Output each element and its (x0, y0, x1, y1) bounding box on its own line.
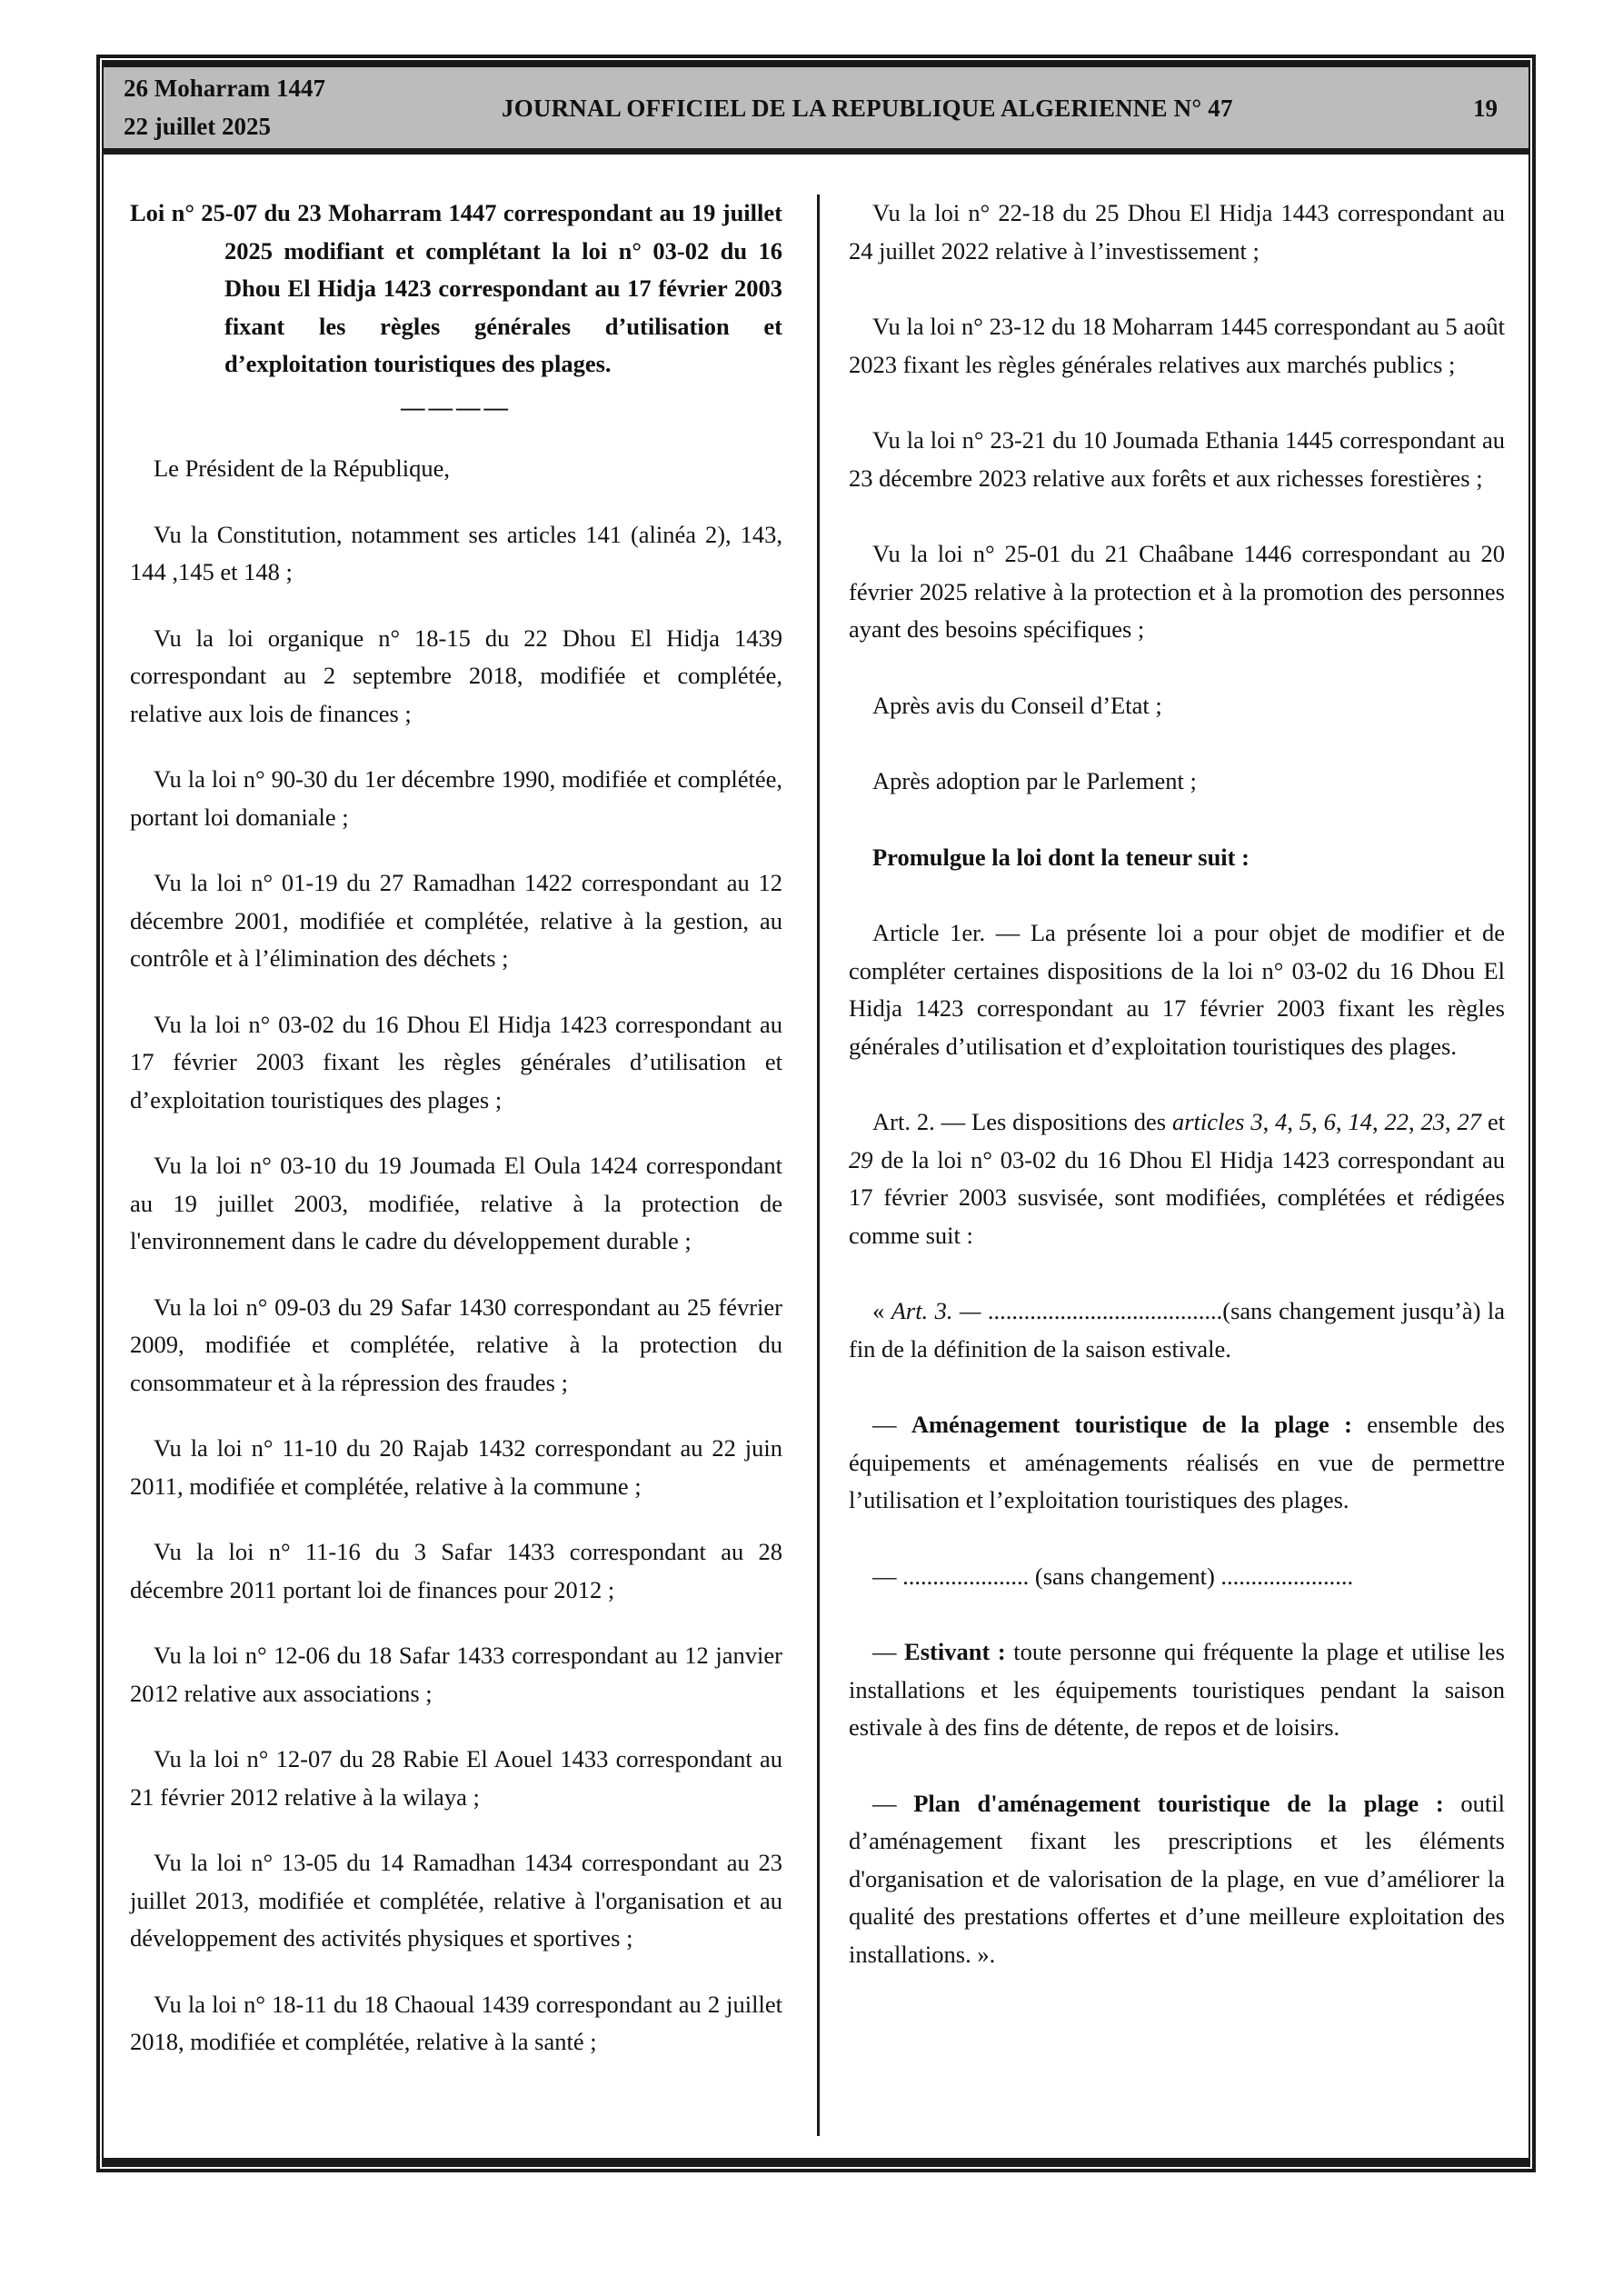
definition-amenagement (849, 1406, 1505, 1520)
text: , (1408, 1108, 1421, 1135)
italic-ref: 14 (1348, 1108, 1372, 1135)
definition-text: toute personne qui fréquente la plage et utilise les installations et les équipements touristiques pendant la saison estivale à des fins de détente, de repos et de loisirs. (849, 1638, 1505, 1741)
text: , (1335, 1108, 1349, 1135)
right-column (849, 195, 1505, 2011)
dash: — (872, 1411, 911, 1438)
paragraph: Après adoption par le Parlement ; (872, 767, 1197, 794)
promulgation-text: Promulgue la loi dont la teneur suit : (872, 843, 1250, 871)
paragraph: Vu la loi n° 03-10 du 19 Joumada El Oula 1424 correspondant au 19 juillet 2003, modifiée, relative à la protection de l'environnement dans le cadre du développement durable ; (130, 1152, 782, 1254)
definition-plan (849, 1785, 1505, 1974)
paragraph: Vu la loi n° 03-02 du 16 Dhou El Hidja 1423 correspondant au 17 février 2003 fixant les règles générales d’utilisation et d’exploitation touristiques des plages ; (130, 1010, 782, 1113)
text: de la loi n° 03-02 du 16 Dhou El Hidja 1423 correspondant au 17 février 2003 susvisée, sont modifiées, complétées et rédigées comme suit : (849, 1145, 1505, 1249)
definition-term: Plan d'aménagement touristique de la plage : (913, 1789, 1444, 1817)
italic-ref: 27 (1457, 1108, 1482, 1135)
paragraph: Vu la loi n° 11-10 du 20 Rajab 1432 correspondant au 22 juin 2011, modifiée et complétée, relative à la commune ; (130, 1434, 782, 1500)
paragraph: Vu la loi n° 23-12 du 18 Moharram 1445 correspondant au 5 août 2023 fixant les règles générales relatives aux marchés publics ; (849, 313, 1505, 378)
paragraph: Vu la loi n° 12-07 du 28 Rabie El Aouel 1433 correspondant au 21 février 2012 relative à la wilaya ; (130, 1745, 782, 1811)
paragraph: Vu la loi n° 01-19 du 27 Ramadhan 1422 correspondant au 12 décembre 2001, modifiée et complétée, relative à la gestion, au contrôle et à l’élimination des déchets ; (130, 869, 782, 972)
italic-ref: 4 (1275, 1108, 1288, 1135)
journal-title: JOURNAL OFFICIEL DE LA REPUBLIQUE ALGERIENNE N° 47 (502, 95, 1233, 122)
italic-ref: 23 (1420, 1108, 1446, 1135)
left-column (130, 195, 782, 2090)
article-3 (849, 1293, 1505, 1368)
paragraph: Vu la loi n° 11-16 du 3 Safar 1433 correspondant au 28 décembre 2011 portant loi de finances pour 2012 ; (130, 1538, 782, 1603)
text: , (1311, 1108, 1324, 1135)
quote-open: « (872, 1297, 891, 1324)
page-number: 19 (1473, 95, 1498, 122)
promulgation-heading (849, 839, 1505, 877)
paragraph: Vu la Constitution, notamment ses articles 141 (alinéa 2), 143, 144 ,145 et 148 ; (130, 520, 782, 585)
column-divider (817, 195, 820, 2136)
definition-text: outil d’aménagement fixant les prescriptions et les éléments d'organisation et de valorisation de la plage, en vue d’améliorer la qualité des prestations offertes et d’une meilleure exploitation des installations. ». (849, 1789, 1505, 1968)
text: , (1287, 1108, 1299, 1135)
italic-ref: 5 (1299, 1108, 1312, 1135)
definition-term: Estivant : (904, 1638, 1006, 1665)
italic-ref: 22 (1384, 1108, 1409, 1135)
paragraph: Vu la loi n° 90-30 du 1er décembre 1990, modifiée et complétée, portant loi domaniale ; (130, 765, 782, 831)
article-2 (849, 1103, 1505, 1254)
paragraph: Vu la loi organique n° 18-15 du 22 Dhou El Hidja 1439 correspondant au 2 septembre 2018, modifiée et complétée, relative aux lois de finances ; (130, 624, 782, 727)
text: .......................................(sans changement jusqu’à) la fin de la définition de la saison estivale. (849, 1297, 1505, 1363)
article-3-label: Art. 3. — (891, 1297, 981, 1324)
text: , (1262, 1108, 1276, 1135)
definition-text: ensemble des équipements et aménagements réalisés en vue de permettre l’utilisation et l’exploitation touristiques des plages. (849, 1411, 1505, 1513)
italic-ref: 6 (1323, 1108, 1336, 1135)
law-title: Loi n° 25-07 du 23 Moharram 1447 correspondant au 19 juillet 2025 modifiant et complétant la loi n° 03-02 du 16 Dhou El Hidja 1423 correspondant au 17 février 2003 fixant les règles générales d’utilisation et d’exploitation touristiques des plages. (130, 199, 782, 377)
paragraph: Vu la loi n° 13-05 du 14 Ramadhan 1434 correspondant au 23 juillet 2013, modifiée et complétée, relative à l'organisation et au développement des activités physiques et sportives ; (130, 1849, 782, 1952)
paragraph: Le Président de la République, (154, 454, 451, 482)
dash: — (872, 1789, 914, 1817)
paragraph: Après avis du Conseil d’Etat ; (872, 691, 1162, 719)
text: , (1445, 1108, 1458, 1135)
journal-header (104, 62, 1528, 155)
article-1: Article 1er. — La présente loi a pour objet de modifier et de compléter certaines dispositions de la loi n° 03-02 du 16 Dhou El Hidja 1423 correspondant au 17 février 2003 fixant les règles générales d’utilisation et d’exploitation touristiques des plages. (849, 919, 1505, 1060)
italic-ref: 29 (849, 1145, 873, 1173)
paragraph: Vu la loi n° 09-03 du 29 Safar 1430 correspondant au 25 février 2009, modifiée et complétée, relative à la protection du consommateur et à la répression des fraudes ; (130, 1293, 782, 1396)
paragraph: Vu la loi n° 18-11 du 18 Chaoual 1439 correspondant au 2 juillet 2018, modifiée et complétée, relative à la santé ; (130, 1990, 782, 2055)
paragraph: Vu la loi n° 22-18 du 25 Dhou El Hidja 1443 correspondant au 24 juillet 2022 relative à l’investissement ; (849, 199, 1505, 265)
paragraph: Vu la loi n° 23-21 du 10 Joumada Ethania 1445 correspondant au 23 décembre 2023 relative aux forêts et aux richesses forestières ; (849, 426, 1505, 492)
text: Art. 2. — Les dispositions des (872, 1108, 1172, 1135)
title-separator: ———— (401, 393, 512, 421)
paragraph: Vu la loi n° 25-01 du 21 Chaâbane 1446 correspondant au 20 février 2025 relative à la protection et à la promotion des personnes ayant des besoins spécifiques ; (849, 540, 1505, 643)
header-date-gregorian: 22 juillet 2025 (124, 113, 271, 140)
text: , (1371, 1108, 1385, 1135)
paragraph: Vu la loi n° 12-06 du 18 Safar 1433 correspondant au 12 janvier 2012 relative aux associations ; (130, 1642, 782, 1707)
unchanged-line: — ..................... (sans changement) ...................... (872, 1562, 1354, 1590)
header-date-hijri: 26 Moharram 1447 (124, 75, 325, 102)
definition-term: Aménagement touristique de la plage : (911, 1411, 1352, 1438)
italic-ref: articles 3 (1171, 1108, 1263, 1135)
definition-estivant (849, 1633, 1505, 1747)
dash: — (872, 1638, 905, 1665)
text: et (1481, 1108, 1506, 1135)
